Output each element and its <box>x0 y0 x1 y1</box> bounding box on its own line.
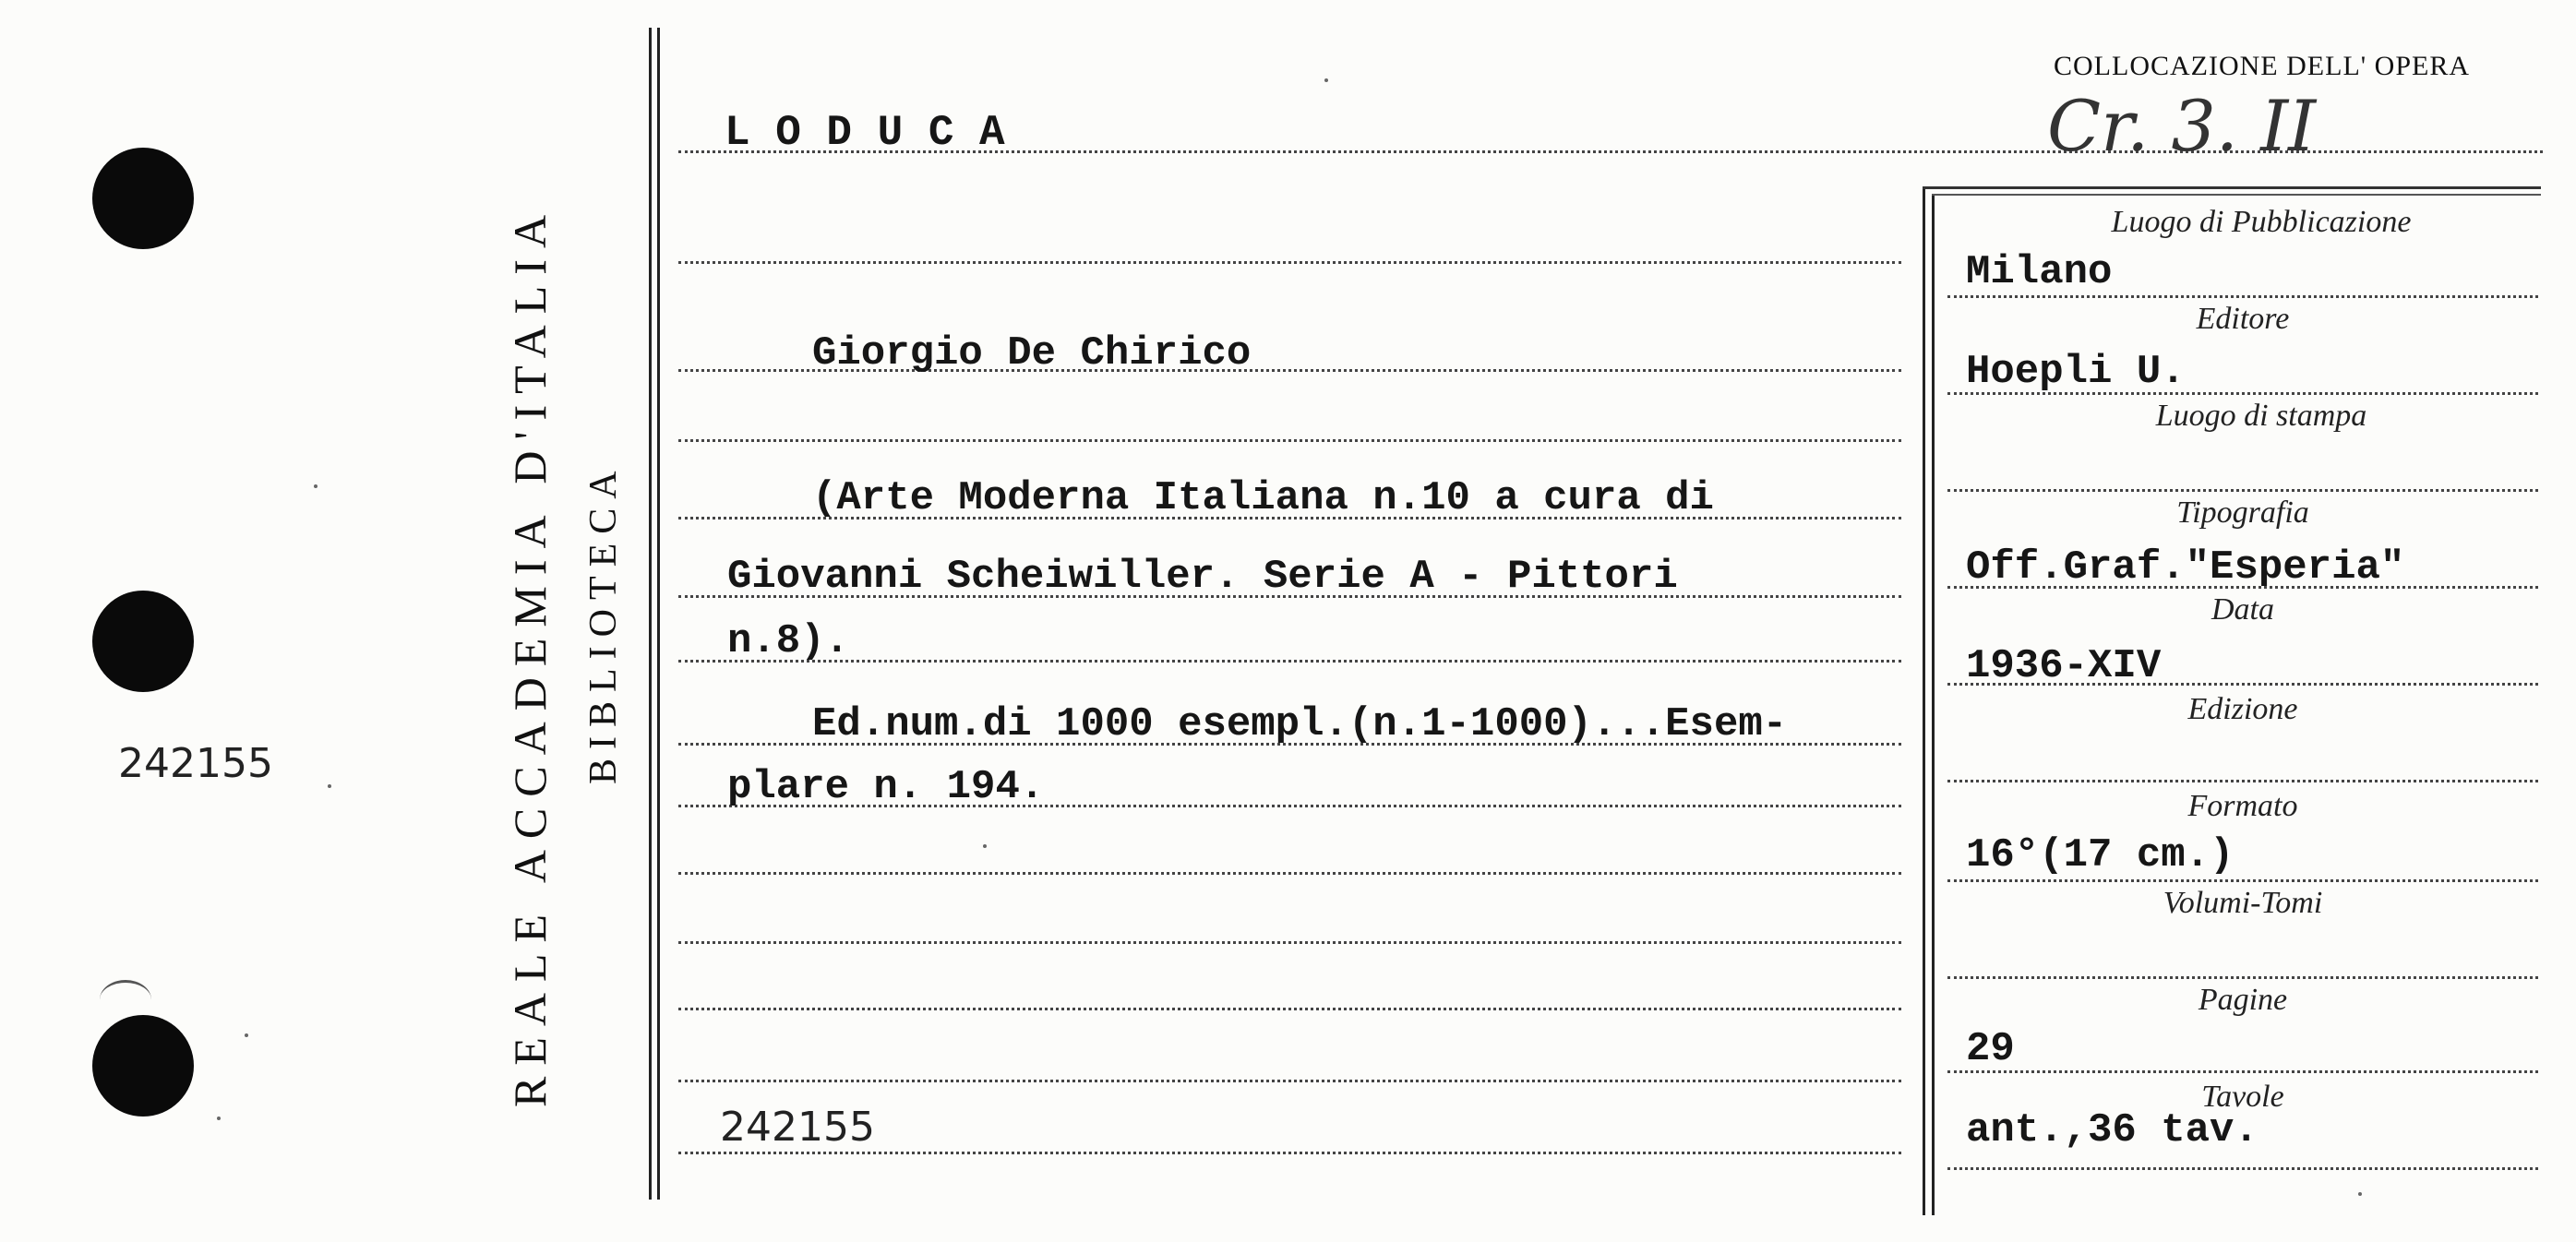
main-line-2 <box>678 261 1901 264</box>
description-line-3: n.8). <box>727 618 850 664</box>
collocation-label: COLLOCAZIONE DELL' OPERA <box>2054 51 2471 81</box>
value-data: 1936-XIV <box>1966 643 2162 689</box>
side-inventory-number: 242155 <box>118 740 273 787</box>
field-line-formato <box>1947 879 2538 882</box>
value-luogo-pubblicazione: Milano <box>1966 249 2113 295</box>
main-line-7 <box>678 660 1901 663</box>
speck <box>983 844 987 848</box>
main-line-11 <box>678 941 1901 944</box>
label-formato: Formato <box>2187 789 2298 823</box>
speck <box>2358 1192 2362 1196</box>
speck <box>314 484 318 488</box>
author-name: L O D U C A <box>725 109 1005 157</box>
institution-name: REALE ACCADEMIA D'ITALIA <box>504 203 556 1107</box>
field-line-luogo-pub <box>1947 295 2538 298</box>
label-data: Data <box>2211 592 2274 627</box>
field-line-edizione <box>1947 780 2538 782</box>
main-inventory-number: 242155 <box>720 1104 875 1151</box>
main-line-14 <box>678 1152 1901 1154</box>
work-title: Giorgio De Chirico <box>812 330 1252 376</box>
label-edizione: Edizione <box>2187 692 2298 726</box>
punch-hole-top <box>92 148 194 249</box>
right-box-top-border <box>1923 186 2541 189</box>
field-line-pagine <box>1947 1070 2538 1073</box>
main-line-4 <box>678 439 1901 442</box>
label-pagine: Pagine <box>2198 983 2288 1017</box>
field-line-tavole <box>1947 1167 2538 1170</box>
punch-hole-ring <box>100 980 151 1020</box>
field-line-volumi <box>1947 976 2538 979</box>
speck <box>217 1117 221 1120</box>
library-name: BIBLIOTECA <box>582 461 625 784</box>
main-line-13 <box>678 1080 1901 1082</box>
punch-hole-bottom <box>92 1015 194 1117</box>
label-editore: Editore <box>2196 302 2290 336</box>
description-line-5: plare n. 194. <box>727 764 1045 810</box>
right-box-top-border-2 <box>1932 194 2541 196</box>
label-luogo-stampa: Luogo di stampa <box>2155 399 2367 433</box>
right-box-divider-1 <box>1923 186 1925 1215</box>
right-box-divider-2 <box>1932 194 1935 1215</box>
main-line-12 <box>678 1008 1901 1010</box>
collocation-value: Cr. 3. II <box>2047 85 2317 167</box>
description-line-1: (Arte Moderna Italiana n.10 a cura di <box>812 475 1714 521</box>
value-tavole: ant.,36 tav. <box>1966 1107 2258 1153</box>
speck <box>328 784 331 788</box>
description-line-4: Ed.num.di 1000 esempl.(n.1-1000)...Esem- <box>812 701 1788 747</box>
speck <box>1324 78 1328 82</box>
value-tipografia: Off.Graf."Esperia" <box>1966 544 2405 591</box>
label-luogo-pubblicazione: Luogo di Pubblicazione <box>2111 205 2412 239</box>
left-divider-1 <box>649 28 652 1200</box>
value-formato: 16°(17 cm.) <box>1966 832 2235 878</box>
left-divider-2 <box>657 28 660 1200</box>
speck <box>245 1033 248 1037</box>
label-tavole: Tavole <box>2201 1080 2284 1114</box>
label-volumi-tomi: Volumi-Tomi <box>2163 886 2323 920</box>
field-line-luogo-stampa <box>1947 489 2538 492</box>
label-tipografia: Tipografia <box>2176 496 2309 530</box>
value-editore: Hoepli U. <box>1966 349 2186 395</box>
value-pagine: 29 <box>1966 1026 2015 1072</box>
description-line-2: Giovanni Scheiwiller. Serie A - Pittori <box>727 554 1678 600</box>
main-line-10 <box>678 872 1901 875</box>
punch-hole-middle <box>92 591 194 692</box>
